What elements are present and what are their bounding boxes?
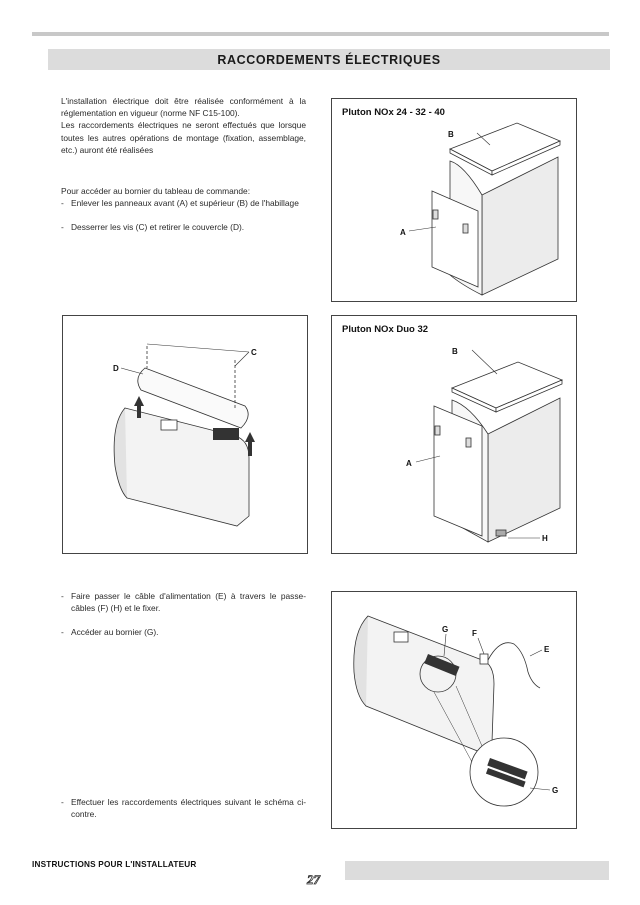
intro-line-1: L'installation électrique doit être réalisée conformément à la réglementation en vigueur (norme NF C15-100). — [61, 96, 306, 119]
callout-f: F — [472, 629, 477, 638]
section-title: RACCORDEMENTS ÉLECTRIQUES — [217, 52, 441, 67]
callout-b: B — [448, 130, 454, 139]
access-step-1: - Enlever les panneaux avant (A) et supérieur (B) de l'habillage — [61, 198, 299, 209]
section-title-bar — [48, 49, 610, 70]
bullet-mark: - — [61, 198, 64, 209]
callout-c: C — [251, 348, 257, 357]
callout-g-detail: G — [552, 786, 559, 795]
figure-boiler-single — [331, 98, 577, 302]
figure-boiler-duo — [331, 315, 577, 554]
figure-title: Pluton NOx Duo 32 — [342, 324, 429, 335]
bullet-mark: - — [61, 591, 64, 601]
final-instructions — [61, 796, 306, 820]
access-heading: Pour accéder au bornier du tableau de commande: — [61, 186, 251, 196]
footer-label: INSTRUCTIONS POUR L'INSTALLATEUR — [32, 860, 197, 869]
callout-b: B — [452, 347, 458, 356]
figure-terminal-block — [331, 591, 577, 829]
final-step: - Effectuer les raccordements électriques suivant le schéma ci-contre. — [61, 797, 306, 820]
callout-a: A — [400, 228, 406, 237]
figure-cover-removal — [62, 315, 308, 554]
callout-h: H — [542, 534, 548, 543]
page-number: 27 — [307, 872, 320, 887]
top-rule — [32, 32, 609, 36]
intro-paragraph — [61, 95, 306, 156]
callout-g: G — [442, 625, 449, 634]
cable-step-2: - Accéder au bornier (G). — [61, 627, 159, 638]
cable-instructions — [61, 590, 306, 639]
cable-step-1: - Faire passer le câble d'alimentation (E) à travers le passe-câbles (F) (H) et le fixer. — [61, 591, 306, 614]
bullet-mark: - — [61, 627, 64, 638]
terminal-block-illustration — [332, 592, 576, 828]
intro-line-2: Les raccordements électriques ne seront effectués que lorsque toutes les autres opérations de montage (fixation, assemblage, etc.) auront été réalisées — [61, 120, 306, 155]
callout-a: A — [406, 459, 412, 468]
boiler-single-illustration — [332, 99, 576, 301]
footer-bar — [345, 861, 609, 880]
figure-title: Pluton NOx 24 - 32 - 40 — [342, 107, 445, 118]
cover-removal-illustration — [63, 316, 307, 553]
bullet-mark: - — [61, 222, 64, 233]
callout-d: D — [113, 364, 119, 373]
access-instructions — [61, 185, 306, 234]
access-step-2: - Desserrer les vis (C) et retirer le couvercle (D). — [61, 222, 245, 233]
callout-e: E — [544, 645, 550, 654]
boiler-duo-illustration — [332, 316, 576, 553]
bullet-mark: - — [61, 797, 64, 807]
